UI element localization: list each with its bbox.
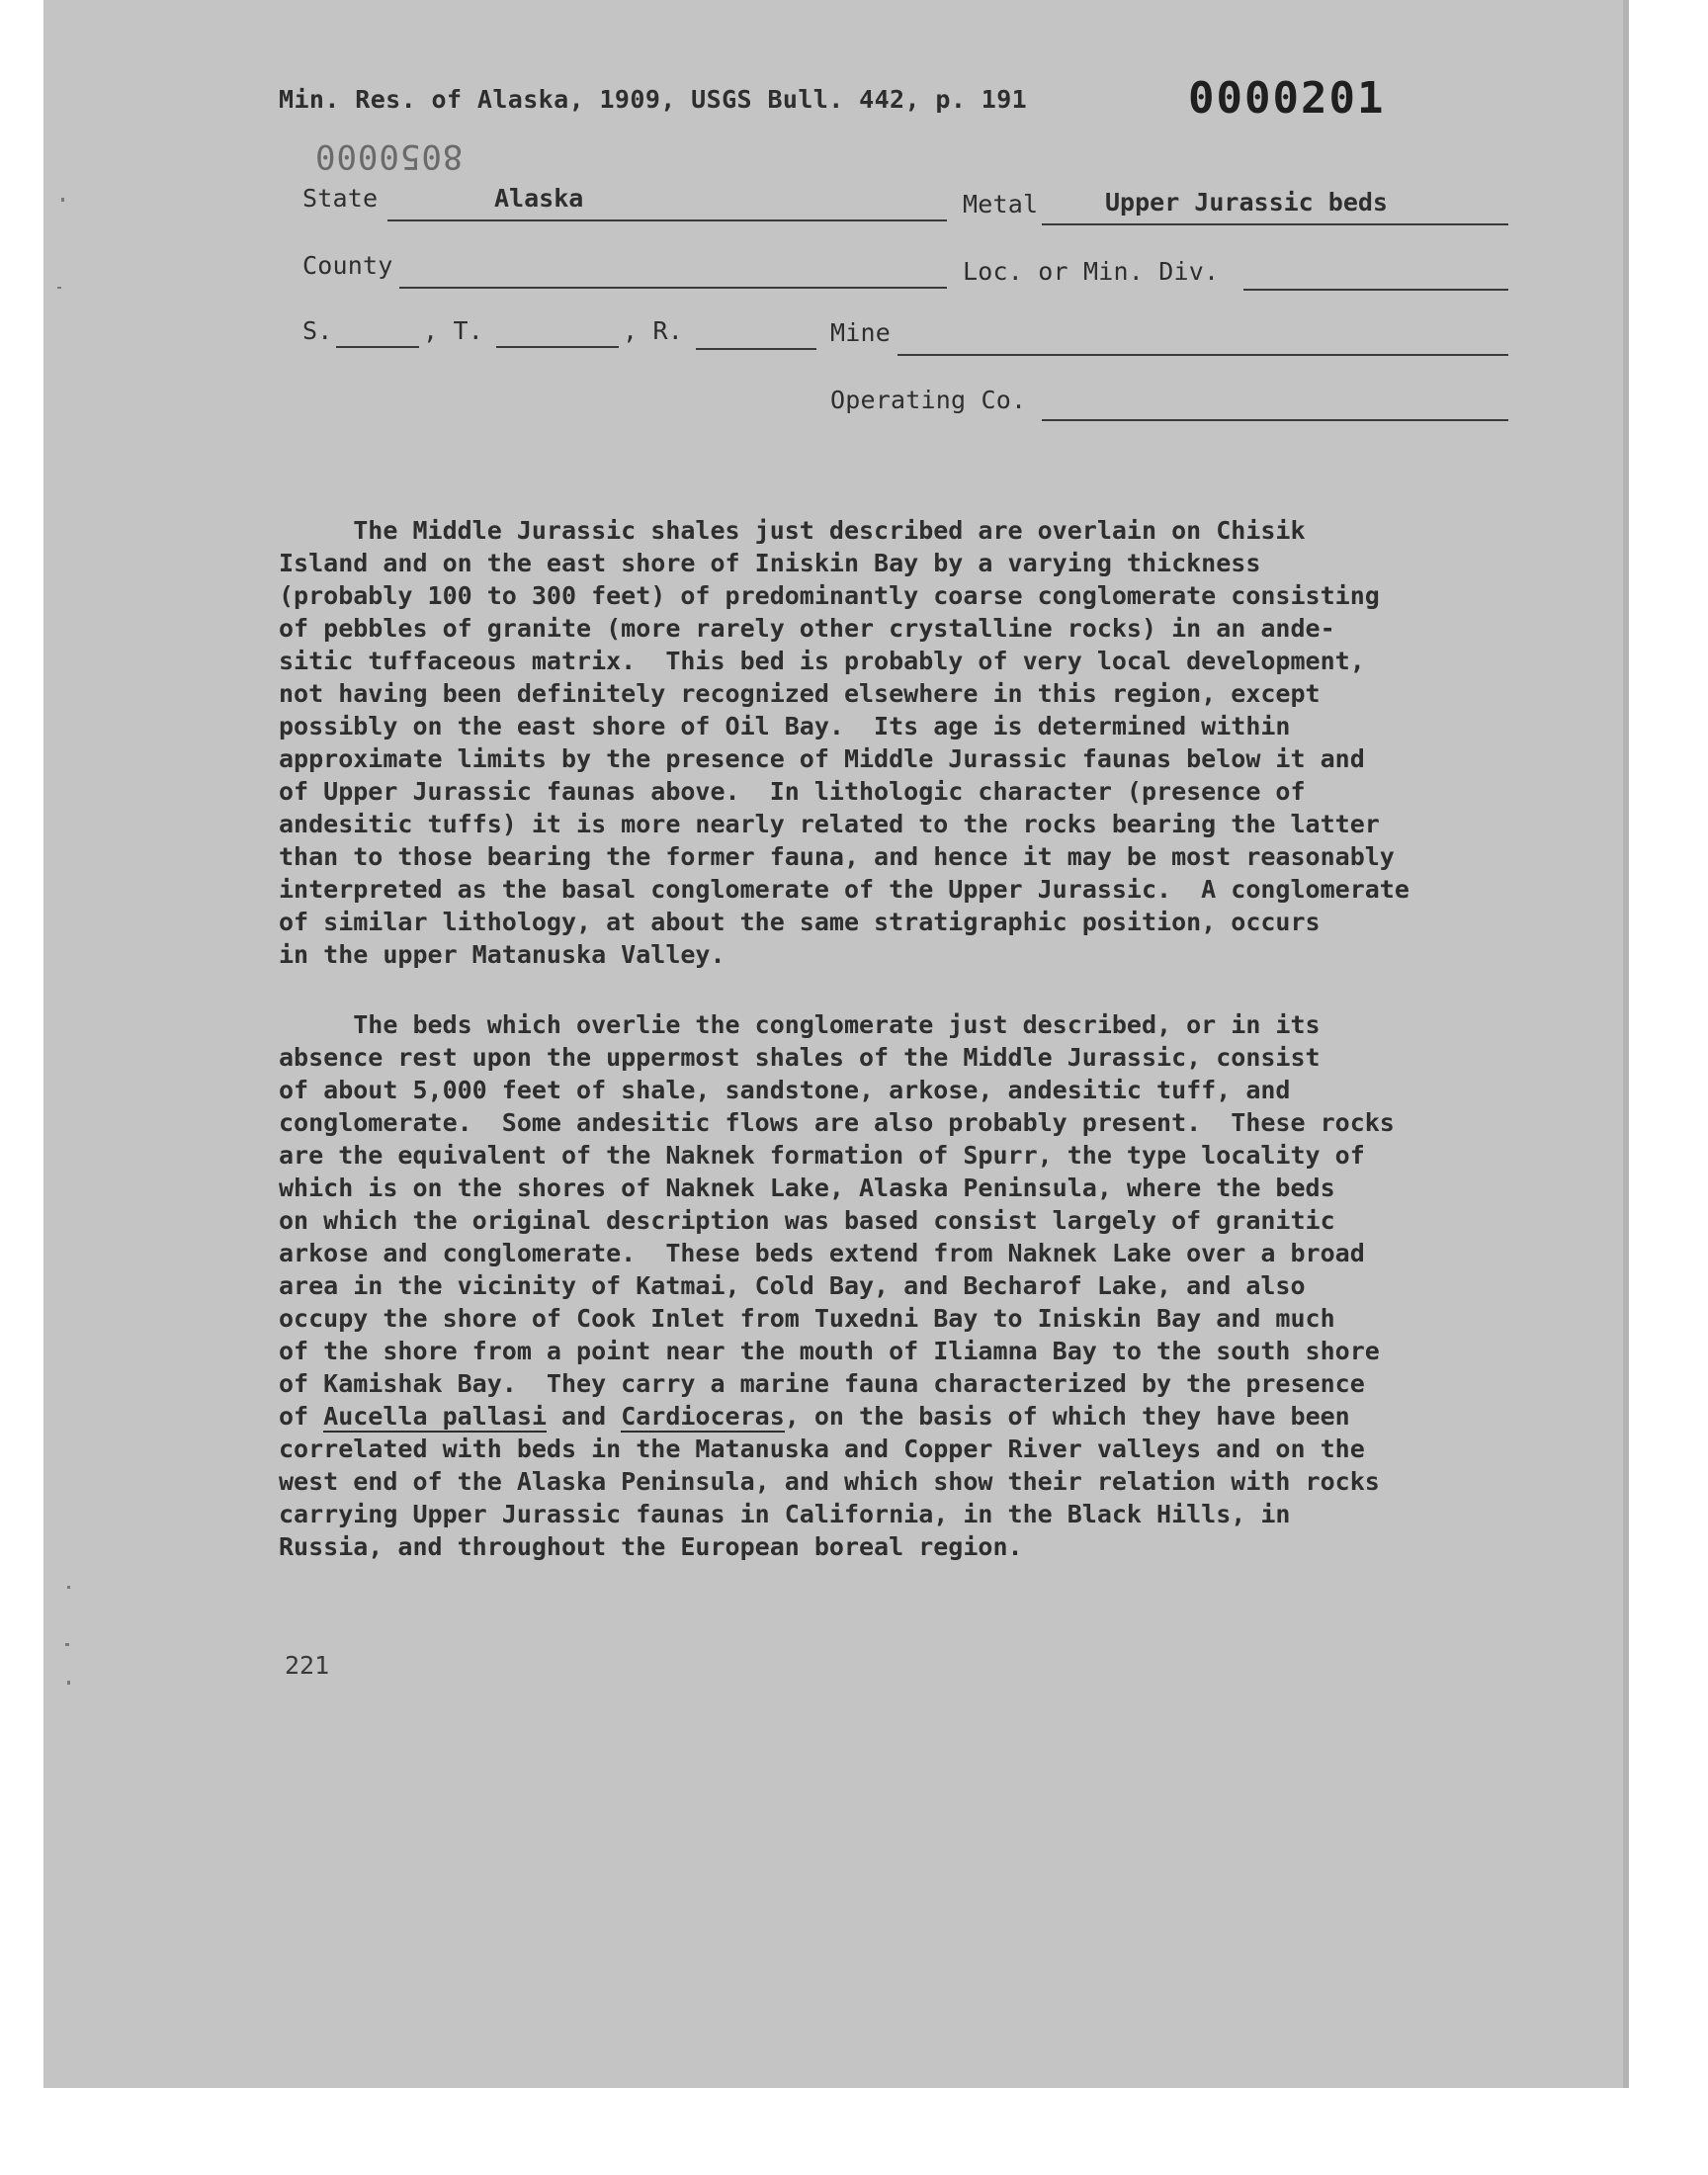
paragraph-upper-jurassic-beds [279,1008,1564,1563]
species-line-prefix: of [279,1402,324,1431]
operating-company-field-line [1042,419,1508,421]
scan-speck [57,287,61,289]
range-label: , R. [623,316,684,345]
species-line-conjunction: and [546,1402,622,1431]
paragraph-conglomerate [279,514,1564,971]
species-line-suffix: , on the basis of which they have been [784,1402,1350,1431]
record-number-stamp: 0000201 [1188,73,1386,124]
species-line [279,1400,1564,1433]
metal-field-line [1042,223,1508,225]
mine-field-line [897,354,1508,356]
scan-speck [65,1643,69,1646]
paragraph-1-text: The Middle Jurassic shales just described are overlain on Chisik Island and on the east shore of Iniskin Bay by a varying thickness (probably 100 to 300 feet) of predominantly coarse conglomerate consisting of pebbles of granite (more rarely other crystalline rocks) in an ande- sitic tuffaceous matrix. This bed is probably of very local development, not having been definitely recognized elsewhere in this region, except possibly on the east shore of Oil Bay. Its age is determined within approximate limits by the presence of Middle Jurassic faunas below it and of Upper Jurassic faunas above. In lithologic character (presence of andesitic tuffs) it is more nearly related to the rocks bearing the latter than to those bearing the former fauna, and hence it may be most reasonably interpreted as the basal conglomerate of the Upper Jurassic. A conglomerate of similar lithology, at about the same stratigraphic position, occurs in the upper Matanuska Valley. [279,516,1409,969]
page-number: 221 [285,1651,330,1680]
location-field-line [1243,289,1508,291]
inverted-record-stamp: 8050000 [314,136,464,176]
township-field-line [496,346,619,348]
township-label: , T. [423,316,484,345]
section-label: S. [302,316,333,345]
metal-value: Upper Jurassic beds [1105,188,1388,217]
operating-company-label: Operating Co. [830,386,1027,414]
paragraph-2-tail-text: correlated with beds in the Matanuska and Copper River valleys and on the west end of the Alaska Peninsula, and which show their relation with rocks carrying Upper Jurassic faunas in California, in the Black Hills, in Russia, and throughout the European boreal region. [279,1435,1380,1561]
scan-speck [67,1681,70,1685]
citation-header: Min. Res. of Alaska, 1909, USGS Bull. 442, p. 191 [279,85,1028,114]
state-value: Alaska [494,184,584,213]
state-label: State [302,184,379,213]
species-cardioceras: Cardioceras [621,1402,785,1431]
mine-label: Mine [830,318,892,347]
scan-speck [67,1586,70,1589]
county-label: County [302,251,393,280]
paragraph-2-text: The beds which overlie the conglomerate just described, or in its absence rest upon the uppermost shales of the Middle Jurassic, consist of about 5,000 feet of shale, sandstone, arkose, andesitic tuff, and conglomerate. Some andesitic flows are also probably present. These rocks are the equivalent of the Naknek formation of Spurr, the type locality of which is on the shores of Naknek Lake, Alaska Peninsula, where the beds on which the original description was based consist largely of granitic arkose and conglomerate. These beds extend from Naknek Lake over a broad area in the vicinity of Katmai, Cold Bay, and Becharof Lake, and also occupy the shore of Cook Inlet from Tuxedni Bay to Iniskin Bay and much of the shore from a point near the mouth of Iliamna Bay to the south shore of Kamishak Bay. They carry a marine fauna characterized by the presence [279,1010,1395,1398]
state-field-line [387,219,947,221]
metal-label: Metal [963,190,1039,218]
species-aucella-pallasi: Aucella pallasi [323,1402,547,1431]
county-field-line [399,287,947,289]
scan-speck [61,198,64,202]
range-field-line [696,348,816,350]
location-label: Loc. or Min. Div. [963,257,1220,286]
section-field-line [336,346,419,348]
